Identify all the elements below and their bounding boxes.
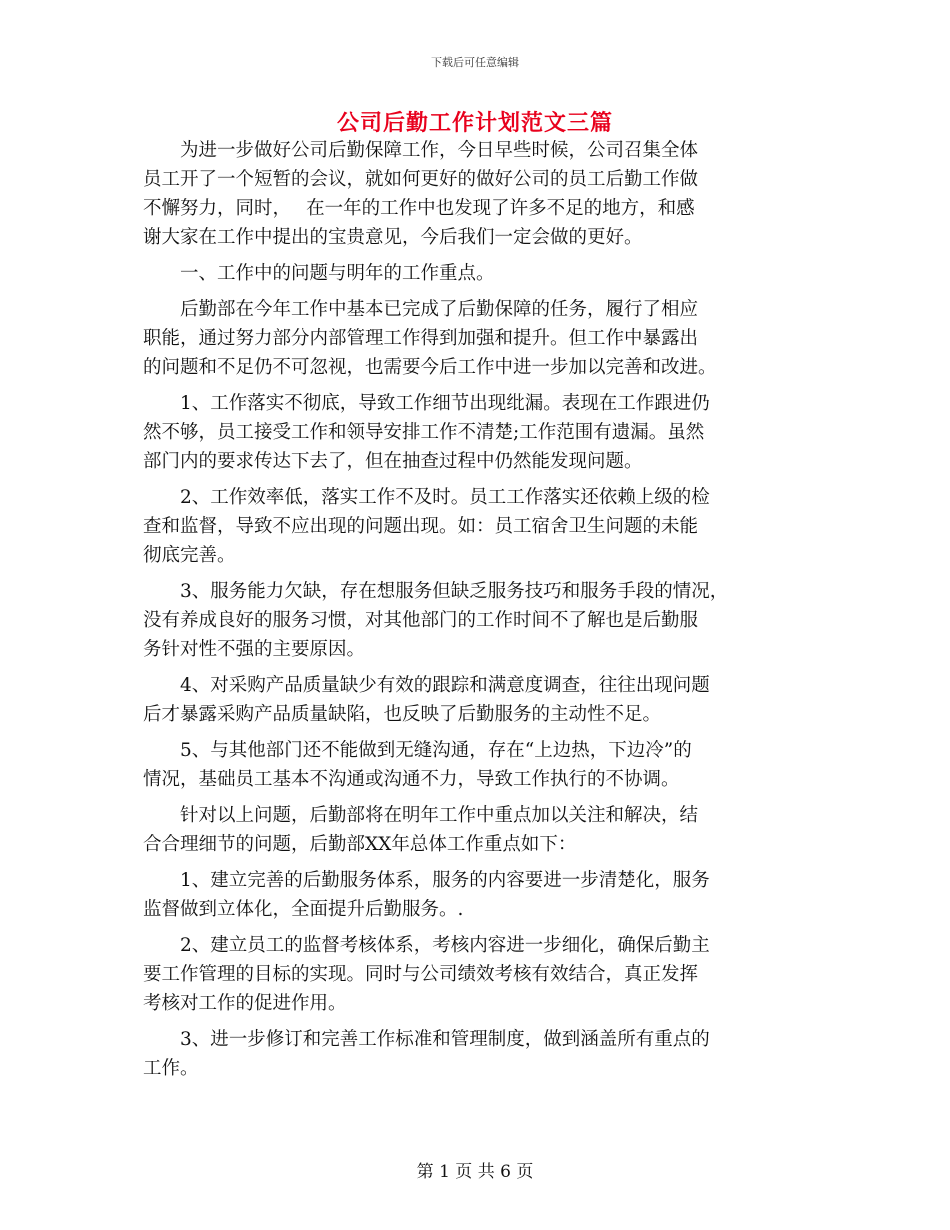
text-line: 为进一步做好公司后勤保障工作，今日早些时候，公司召集全体	[143, 140, 699, 161]
text-line: 1、工作落实不彻底，导致工作细节出现纰漏。表现在工作跟进仍	[143, 393, 710, 414]
text-line: 3、进一步修订和完善工作标准和管理制度，做到涵盖所有重点的	[143, 1029, 710, 1050]
text-line: 的问题和不足仍不可忽视，也需要今后工作中进一步加以完善和改进。	[143, 357, 717, 378]
text-line: 职能，通过努力部分内部管理工作得到加强和提升。但工作中暴露出	[143, 328, 699, 349]
paragraph	[143, 259, 808, 288]
paragraph	[143, 483, 808, 570]
text-line: 要工作管理的目标的实现。同时与公司绩效考核有效结合，真正发挥	[143, 964, 699, 985]
paragraph	[143, 295, 808, 382]
text-line: 工作。	[143, 1058, 199, 1079]
text-line: 2、工作效率低，落实工作不及时。员工工作落实还依赖上级的检	[143, 487, 710, 508]
text-line: 彻底完善。	[143, 545, 236, 566]
text-line: 员工开了一个短暂的会议，就如何更好的做好公司的员工后勤工作做	[143, 169, 699, 190]
text-line: 3、服务能力欠缺，存在想服务但缺乏服务技巧和服务手段的情况，	[143, 581, 729, 602]
paragraph	[143, 136, 808, 252]
text-line: 没有养成良好的服务习惯，对其他部门的工作时间不了解也是后勤服	[143, 610, 699, 631]
document-body	[143, 134, 808, 1083]
text-line: 谢大家在工作中提出的宝贵意见，今后我们一定会做的更好。	[143, 227, 643, 248]
text-line: 监督做到立体化，全面提升后勤服务。.	[143, 899, 464, 920]
paragraph	[143, 389, 808, 476]
page-number: 第 1 页 共 6 页	[416, 1162, 534, 1182]
text-line: 然不够，员工接受工作和领导安排工作不清楚;工作范围有遗漏。虽然	[143, 422, 705, 443]
text-line: 2、建立员工的监督考核体系，考核内容进一步细化，确保后勤主	[143, 935, 710, 956]
text-line: 情况，基础员工基本不沟通或沟通不力，导致工作执行的不协调。	[143, 769, 680, 790]
text-line: 务针对性不强的主要原因。	[143, 639, 366, 660]
page-header-note: 下载后可任意编辑	[431, 56, 519, 69]
text-line: 4、对采购产品质量缺少有效的跟踪和满意度调查，往往出现问题	[143, 675, 710, 696]
text-line: 1、建立完善的后勤服务体系，服务的内容要进一步清楚化，服务	[143, 870, 710, 891]
section-heading: 一、工作中的问题与明年的工作重点。	[143, 263, 495, 284]
paragraph	[143, 931, 808, 1018]
paragraph	[143, 801, 808, 859]
paragraph	[143, 866, 808, 924]
paragraph	[143, 577, 808, 664]
text-line: 考核对工作的促进作用。	[143, 993, 347, 1014]
text-line: 后才暴露采购产品质量缺陷，也反映了后勤服务的主动性不足。	[143, 704, 662, 725]
text-line: 部门内的要求传达下去了，但在抽查过程中仍然能发现问题。	[143, 451, 643, 472]
text-line: 不懈努力，同时， 在一年的工作中也发现了许多不足的地方，和感	[143, 198, 695, 219]
paragraph	[143, 671, 808, 729]
text-line: 合合理细节的问题，后勤部XX年总体工作重点如下：	[143, 834, 577, 855]
text-line: 后勤部在今年工作中基本已完成了后勤保障的任务，履行了相应	[143, 299, 699, 320]
paragraph	[143, 736, 808, 794]
text-line: 针对以上问题，后勤部将在明年工作中重点加以关注和解决，结	[143, 805, 699, 826]
text-line: 查和监督，导致不应出现的问题出现。如：员工宿舍卫生问题的未能	[143, 516, 699, 537]
paragraph	[143, 1025, 808, 1083]
text-line: 5、与其他部门还不能做到无缝沟通，存在“上边热，下边冷”的	[143, 740, 692, 761]
document-title: 公司后勤工作计划范文三篇	[336, 111, 613, 136]
